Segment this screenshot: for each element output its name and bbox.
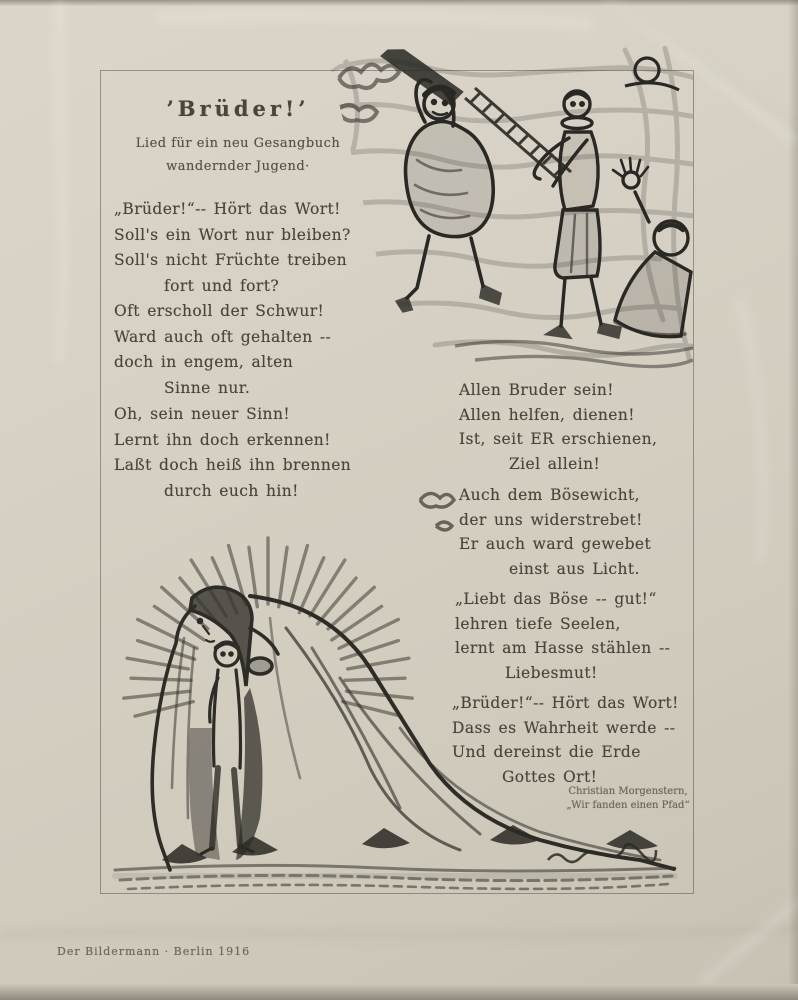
poem-line: Soll's ein Wort nur bleiben? xyxy=(114,225,351,244)
poem-line: lernt am Hasse stählen -- xyxy=(455,639,671,657)
poem-line: Soll's nicht Früchte treiben xyxy=(114,251,347,269)
poem-line: der uns widerstrebet! xyxy=(459,510,643,529)
poem-line: doch in engem, alten xyxy=(114,353,294,371)
paper-right-edge-shadow xyxy=(788,0,798,1000)
poem-line: Gottes Ort! xyxy=(502,767,598,786)
stanza-1 xyxy=(114,197,351,299)
poem-line: Ist, seit ER erschienen, xyxy=(459,430,658,448)
paper-bottom-edge-shadow xyxy=(0,984,798,1000)
poem-line: lehren tiefe Seelen, xyxy=(455,614,621,633)
poem-line: durch euch hin! xyxy=(164,481,299,500)
stanza-6 xyxy=(455,587,670,685)
poem-line: Lernt ihn doch erkennen! xyxy=(114,430,331,449)
poem-line: Ziel allein! xyxy=(509,454,601,473)
poem-subtitle-line2: wandernder Jugend· xyxy=(166,159,310,174)
poem-line: Liebesmut! xyxy=(505,663,598,682)
publisher-caption: Der Bildermann · Berlin 1916 xyxy=(57,945,251,958)
poem-line: „Brüder!“-- Hört das Wort! xyxy=(114,200,341,218)
stanza-2 xyxy=(114,299,331,401)
poem-attribution xyxy=(533,785,723,813)
poem-line: Er auch ward gewebet xyxy=(459,535,652,553)
poem-subtitle-line1: Lied für ein neu Gesangbuch xyxy=(135,136,341,151)
poem-line: Dass es Wahrheit werde -- xyxy=(452,718,676,737)
poem-line: Oft erscholl der Schwur! xyxy=(114,302,325,320)
poem-line: „Liebt das Böse -- gut!“ xyxy=(455,590,657,608)
attribution-source: „Wir fanden einen Pfad“ xyxy=(566,800,690,811)
poem-line: Sinne nur. xyxy=(164,378,251,397)
stanza-5 xyxy=(459,483,651,581)
paper-top-edge-shadow xyxy=(0,0,798,6)
poem-line: „Brüder!“-- Hört das Wort! xyxy=(452,694,679,712)
poem-line: fort und fort? xyxy=(164,276,280,295)
poem-line: Ward auch oft gehalten -- xyxy=(114,327,332,346)
stanza-4 xyxy=(459,378,657,476)
poem-line: Allen helfen, dienen! xyxy=(459,405,635,424)
poem-line: Und dereinst die Erde xyxy=(452,743,641,761)
poem-line: Auch dem Bösewicht, xyxy=(459,486,640,504)
stanza-3 xyxy=(114,402,351,504)
stanza-7 xyxy=(452,691,679,789)
poem-line: Laßt doch heiß ihn brennen xyxy=(114,456,352,474)
poem-title: ’Brüder!’ xyxy=(166,96,310,121)
poem-line: Allen Bruder sein! xyxy=(459,381,614,399)
attribution-author: Christian Morgenstern, xyxy=(568,786,688,797)
poem-line: einst aus Licht. xyxy=(509,559,640,578)
poem-line: Oh, sein neuer Sinn! xyxy=(114,405,290,423)
